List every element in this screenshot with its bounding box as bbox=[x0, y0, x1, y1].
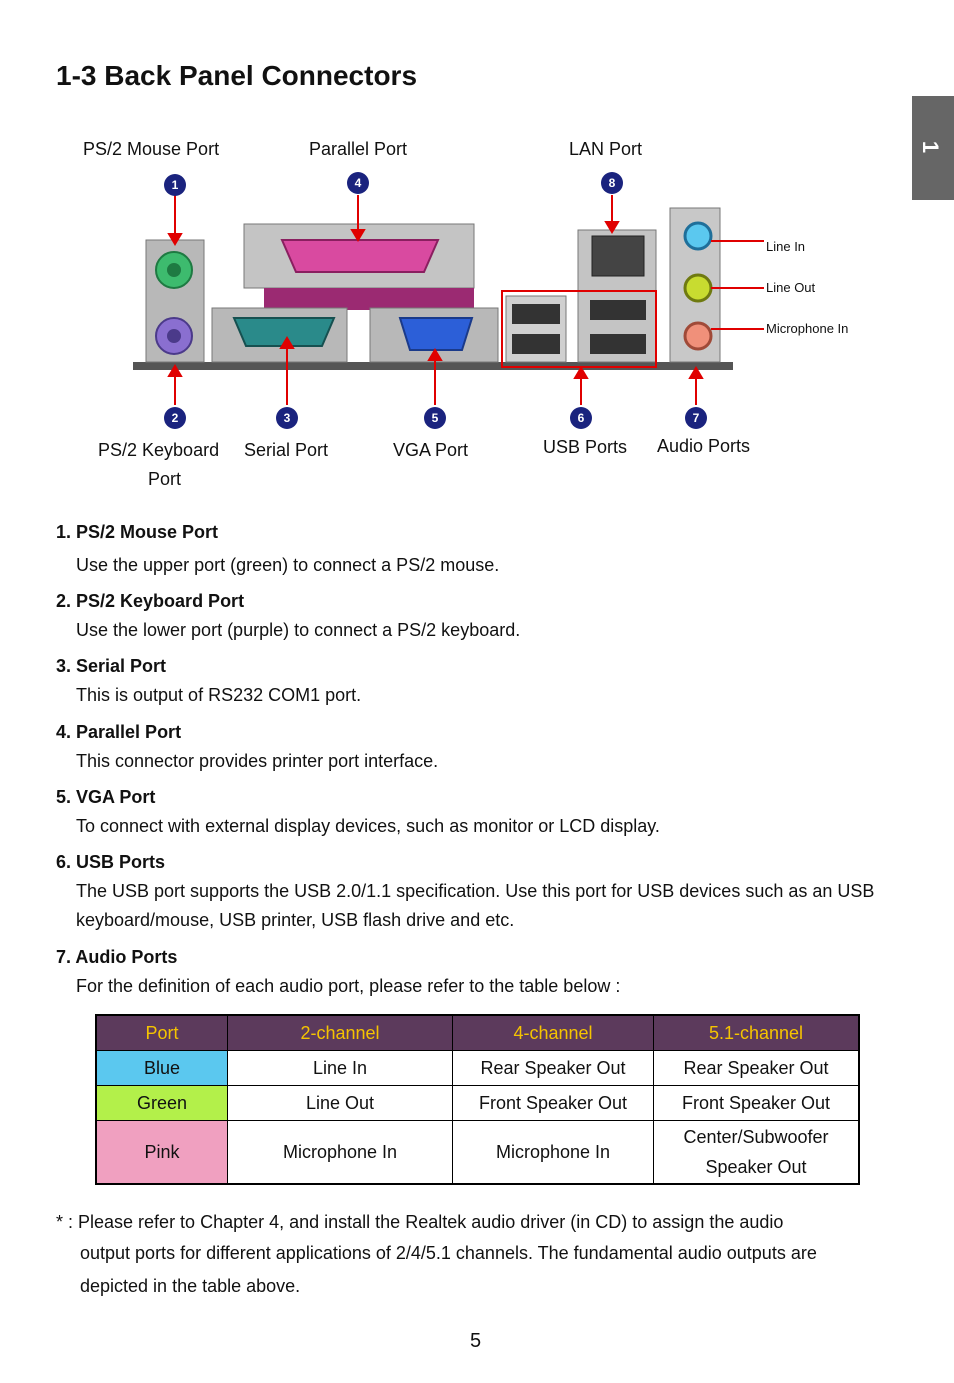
usb-port-2 bbox=[512, 334, 560, 354]
back-panel-diagram bbox=[0, 0, 954, 500]
table-cell: Front Speaker Out bbox=[453, 1086, 654, 1121]
cell-line-1: Center/Subwoofer bbox=[683, 1127, 829, 1147]
label-ps2-keyboard: PS/2 Keyboard bbox=[98, 440, 220, 460]
footnote-line-3: depicted in the table above. bbox=[80, 1276, 301, 1296]
table-row bbox=[96, 1086, 859, 1121]
audio-pink-jack bbox=[685, 323, 711, 349]
section-title-3: 3. Serial Port bbox=[56, 656, 167, 676]
header-port: Port bbox=[96, 1015, 228, 1051]
section-body-4: This connector provides printer port interface. bbox=[76, 751, 439, 771]
footnote-line-2: output ports for different applications of 2/4/5.1 channels. The fundamental audio outputs are bbox=[80, 1243, 817, 1263]
label-serial: Serial Port bbox=[244, 440, 329, 460]
label-usb: USB Ports bbox=[543, 437, 628, 457]
label-lan: LAN Port bbox=[569, 139, 643, 159]
section-body-6: The USB port supports the USB 2.0/1.1 specification. Use this port for USB devices such as an USB keyboard/mouse, USB printer, USB flash drive and etc. bbox=[76, 881, 875, 930]
section-body-2: Use the lower port (purple) to connect a PS/2 keyboard. bbox=[76, 620, 521, 640]
table-row bbox=[96, 1051, 859, 1086]
parallel-port bbox=[282, 240, 438, 272]
label-line-out: Line Out bbox=[766, 280, 816, 295]
footnote bbox=[56, 1207, 906, 1302]
badge-2: 2 bbox=[171, 411, 179, 425]
footnote-line-1: * : Please refer to Chapter 4, and install the Realtek audio driver (in CD) to assign the audio bbox=[56, 1212, 784, 1232]
label-ps2-keyboard-port: Port bbox=[148, 469, 182, 489]
section-title-7: 7. Audio Ports bbox=[56, 947, 178, 967]
table-cell: Line In bbox=[228, 1051, 453, 1086]
header-4-channel: 4-channel bbox=[453, 1015, 654, 1051]
table-cell: Front Speaker Out bbox=[654, 1086, 860, 1121]
table-row bbox=[96, 1121, 859, 1185]
label-parallel: Parallel Port bbox=[309, 139, 408, 159]
badge-4: 4 bbox=[354, 176, 362, 190]
badge-5: 5 bbox=[431, 411, 439, 425]
badge-1: 1 bbox=[171, 178, 179, 192]
section-title-6: 6. USB Ports bbox=[56, 852, 166, 872]
lan-port bbox=[592, 236, 644, 276]
header-5-1-channel: 5.1-channel bbox=[654, 1015, 860, 1051]
section-title-5: 5. VGA Port bbox=[56, 787, 156, 807]
badge-7: 7 bbox=[692, 411, 700, 425]
header-2-channel: 2-channel bbox=[228, 1015, 453, 1051]
port-cell-pink: Pink bbox=[96, 1121, 228, 1185]
label-audio: Audio Ports bbox=[657, 436, 751, 456]
parallel-bracket bbox=[264, 288, 474, 310]
table-cell: Rear Speaker Out bbox=[654, 1051, 860, 1086]
section-title-1: 1. PS/2 Mouse Port bbox=[56, 522, 219, 542]
label-ps2-mouse: PS/2 Mouse Port bbox=[83, 139, 220, 159]
section-title-2: 2. PS/2 Keyboard Port bbox=[56, 591, 245, 611]
cell-line-2: Speaker Out bbox=[705, 1157, 807, 1177]
table-cell: Rear Speaker Out bbox=[453, 1051, 654, 1086]
label-microphone-in: Microphone In bbox=[766, 321, 849, 336]
section-body-5: To connect with external display devices, such as monitor or LCD display. bbox=[76, 816, 660, 836]
badge-8: 8 bbox=[608, 176, 616, 190]
section-body-7: For the definition of each audio port, please refer to the table below : bbox=[76, 976, 621, 996]
table-header-row bbox=[96, 1015, 859, 1051]
section-body-1: Use the upper port (green) to connect a PS/2 mouse. bbox=[76, 555, 500, 575]
table-cell: Line Out bbox=[228, 1086, 453, 1121]
usb-port-4 bbox=[590, 334, 646, 354]
usb-port-1 bbox=[512, 304, 560, 324]
badge-6: 6 bbox=[577, 411, 585, 425]
badge-3: 3 bbox=[283, 411, 291, 425]
section-title-4: 4. Parallel Port bbox=[56, 722, 182, 742]
vga-port bbox=[400, 318, 472, 350]
page-title: 1-3 Back Panel Connectors bbox=[56, 60, 418, 91]
label-vga: VGA Port bbox=[393, 440, 469, 460]
audio-port-table bbox=[95, 1014, 860, 1185]
table-cell: Microphone In bbox=[228, 1121, 453, 1185]
section-body-3: This is output of RS232 COM1 port. bbox=[76, 685, 362, 705]
port-cell-blue: Blue bbox=[96, 1051, 228, 1086]
page-number: 5 bbox=[470, 1330, 482, 1352]
label-line-in: Line In bbox=[766, 239, 806, 254]
chapter-number: 1 bbox=[918, 140, 944, 154]
table-cell: Microphone In bbox=[453, 1121, 654, 1185]
table-cell-multiline bbox=[654, 1121, 860, 1185]
audio-green-jack bbox=[685, 275, 711, 301]
usb-port-3 bbox=[590, 300, 646, 320]
audio-blue-jack bbox=[685, 223, 711, 249]
port-cell-green: Green bbox=[96, 1086, 228, 1121]
